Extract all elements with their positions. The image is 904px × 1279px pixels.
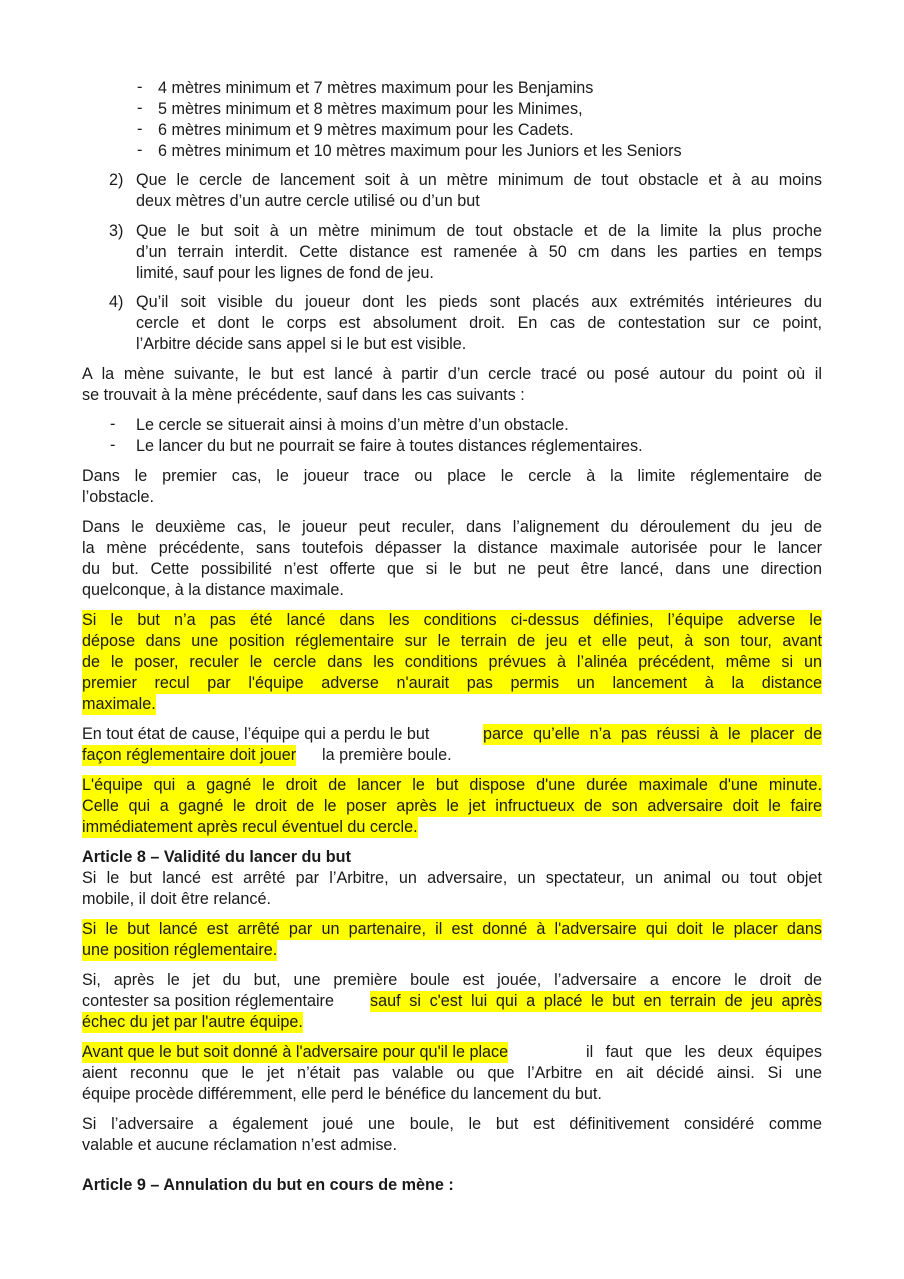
article8-p3-line: Si, après le jet du but, une première boule est jouée, l’adversaire a encore le droit de xyxy=(82,971,822,989)
para-cause-highlight: parce qu’elle n’a pas réussi à le placer de xyxy=(483,725,822,743)
article-9-heading: Article 9 – Annulation du but en cours de mène : xyxy=(82,1176,454,1194)
item4-line: Qu’il soit visible du joueur dont les pieds sont placés aux extrémités intérieures du xyxy=(136,293,822,311)
para-deuxieme-line: quelconque, à la distance maximale. xyxy=(82,581,344,599)
bullet-dash: - xyxy=(110,436,116,454)
article8-p5-line: valable et aucune réclamation n’est admise. xyxy=(82,1136,397,1154)
article8-p1-line: Si le but lancé est arrêté par l’Arbitre, un adversaire, un spectateur, un animal ou tout objet xyxy=(82,869,822,887)
bullet-dash: - xyxy=(137,120,143,138)
article8-p4-line: aient reconnu que le jet n’était pas valable ou que l’Arbitre en ait décidé ainsi. Si une xyxy=(82,1064,822,1082)
article8-p3-highlight: échec du jet par l'autre équipe. xyxy=(82,1013,303,1031)
bullet-minimes: 5 mètres minimum et 8 mètres maximum pour les Minimes, xyxy=(158,100,583,118)
bullet-benjamins: 4 mètres minimum et 7 mètres maximum pour les Benjamins xyxy=(158,79,594,97)
article8-p4-line: équipe procède différemment, elle perd le bénéfice du lancement du but. xyxy=(82,1085,602,1103)
para-deuxieme-line: la mène précédente, sans toutefois dépasser la distance maximale autorisée pour le lancer xyxy=(82,539,822,557)
para-cause-text: En tout état de cause, l’équipe qui a perdu le but xyxy=(82,725,430,743)
bullet-dash: - xyxy=(137,141,143,159)
highlighted-line: Celle qui a gagné le droit de le poser après le jet infructueux de son adversaire doit le faire xyxy=(82,797,822,815)
item2-line: deux mètres d’un autre cercle utilisé ou d’un but xyxy=(136,192,480,210)
highlighted-line: maximale. xyxy=(82,695,156,713)
article8-p1-line: mobile, il doit être relancé. xyxy=(82,890,271,908)
article8-p3-text: contester sa position réglementaire xyxy=(82,992,334,1010)
bullet-case-2: Le lancer du but ne pourrait se faire à toutes distances réglementaires. xyxy=(136,437,643,455)
item2-line: Que le cercle de lancement soit à un mètre minimum de tout obstacle et à au moins xyxy=(136,171,822,189)
item4-line: cercle et dont le corps est absolument droit. En cas de contestation sur ce point, xyxy=(136,314,822,332)
bullet-case-1: Le cercle se situerait ainsi à moins d’un mètre d’un obstacle. xyxy=(136,416,569,434)
highlighted-line: dépose dans une position réglementaire sur le terrain de jeu et elle peut, à son tour, avant xyxy=(82,632,822,650)
article8-p4-highlight: Avant que le but soit donné à l'adversaire pour qu'il le place xyxy=(82,1043,509,1061)
bullet-cadets: 6 mètres minimum et 9 mètres maximum pour les Cadets. xyxy=(158,121,574,139)
bullet-juniors-seniors: 6 mètres minimum et 10 mètres maximum pour les Juniors et les Seniors xyxy=(158,142,682,160)
item3-line: d’un terrain interdit. Cette distance est ramenée à 50 cm dans les parties en temps xyxy=(136,243,822,261)
item3-line: limité, sauf pour les lignes de fond de jeu. xyxy=(136,264,434,282)
highlighted-line: immédiatement après recul éventuel du cercle. xyxy=(82,818,418,836)
para-deuxieme-line: Dans le deuxième cas, le joueur peut reculer, dans l’alignement du déroulement du jeu de xyxy=(82,518,822,536)
para-mene-line: A la mène suivante, le but est lancé à partir d’un cercle tracé ou posé autour du point où il xyxy=(82,365,822,383)
bullet-dash: - xyxy=(110,415,116,433)
para-cause-highlight: façon réglementaire doit jouer xyxy=(82,746,297,764)
para-deuxieme-line: du but. Cette possibilité n’est offerte que si le but ne peut être lancé, dans une direction xyxy=(82,560,822,578)
para-premier-line: l’obstacle. xyxy=(82,488,154,506)
highlighted-line: premier recul par l'équipe adverse n'aurait pas permis un lancement à la distance xyxy=(82,674,822,692)
article8-p5-line: Si l’adversaire a également joué une boule, le but est définitivement considéré comme xyxy=(82,1115,822,1133)
para-premier-line: Dans le premier cas, le joueur trace ou place le cercle à la limite réglementaire de xyxy=(82,467,822,485)
bullet-dash: - xyxy=(137,99,143,117)
item-number-2: 2) xyxy=(109,171,124,189)
para-mene-line: se trouvait à la mène précédente, sauf dans les cas suivants : xyxy=(82,386,525,404)
item3-line: Que le but soit à un mètre minimum de tout obstacle et de la limite la plus proche xyxy=(136,222,822,240)
item-number-3: 3) xyxy=(109,222,124,240)
item-number-4: 4) xyxy=(109,293,124,311)
article8-p4-text: il faut que les deux équipes xyxy=(586,1043,822,1061)
highlighted-line: une position réglementaire. xyxy=(82,941,278,959)
highlighted-line: Si le but n’a pas été lancé dans les conditions ci-dessus définies, l’équipe adverse le xyxy=(82,611,822,629)
highlighted-line: L'équipe qui a gagné le droit de lancer le but dispose d'une durée maximale d'une minute. xyxy=(82,776,822,794)
article-8-heading: Article 8 – Validité du lancer du but xyxy=(82,848,351,866)
para-cause-text: la première boule. xyxy=(322,746,452,764)
bullet-dash: - xyxy=(137,78,143,96)
article8-p3-highlight: sauf si c'est lui qui a placé le but en terrain de jeu après xyxy=(370,992,822,1010)
item4-line: l’Arbitre décide sans appel si le but est visible. xyxy=(136,335,467,353)
highlighted-line: Si le but lancé est arrêté par un partenaire, il est donné à l'adversaire qui doit le placer dans xyxy=(82,920,822,938)
highlighted-line: de le poser, reculer le cercle dans les conditions prévues à l’alinéa précédent, même si un xyxy=(82,653,822,671)
